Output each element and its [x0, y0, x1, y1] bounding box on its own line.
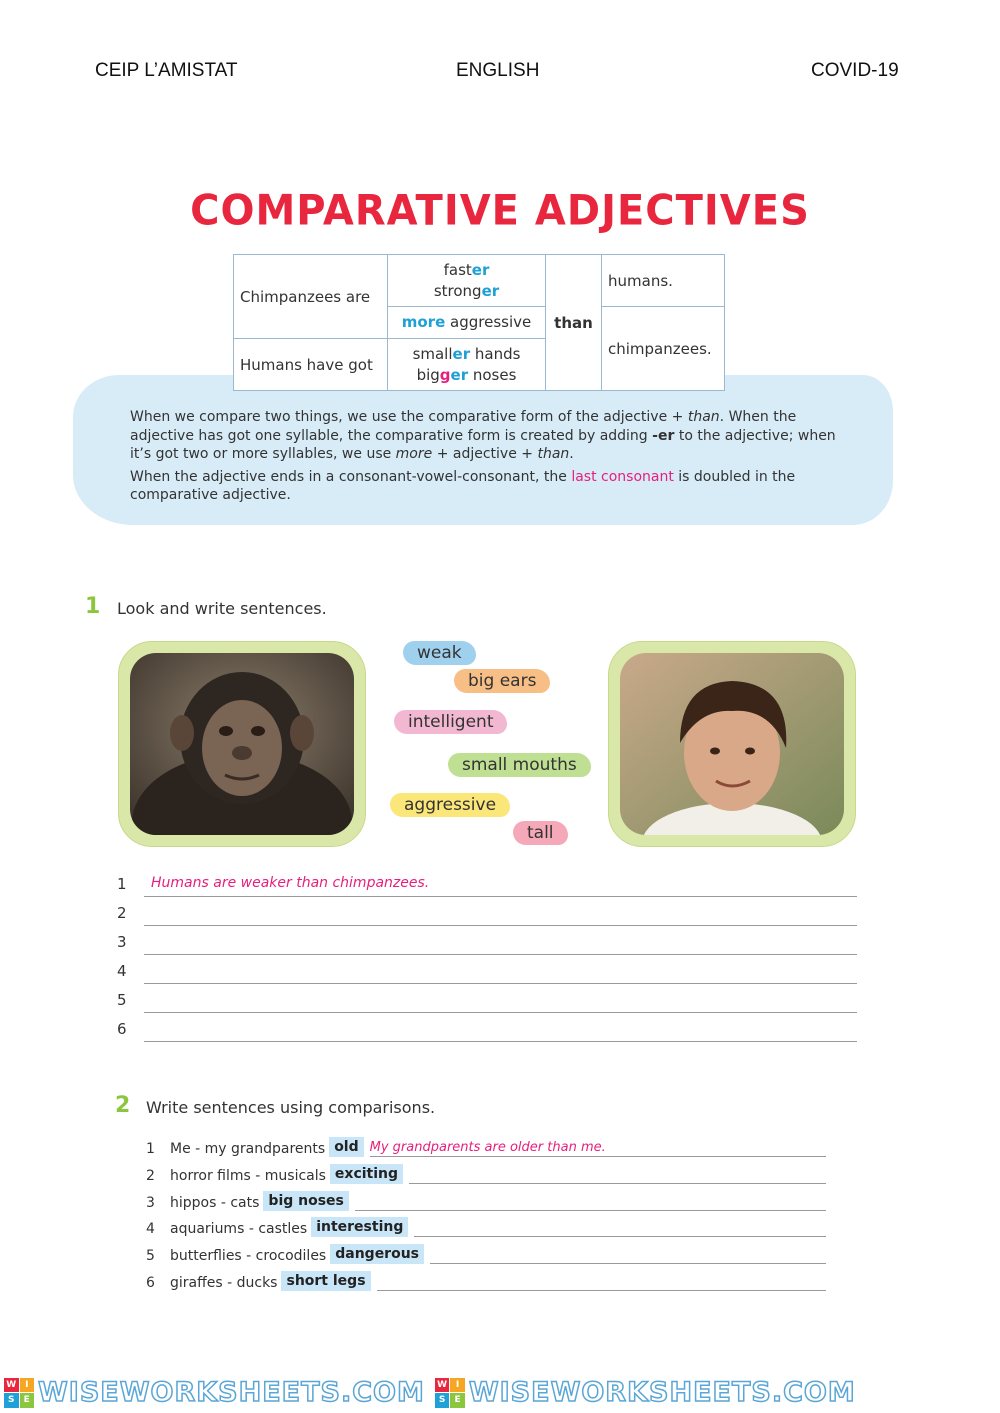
grammar-table: [233, 254, 725, 391]
table-subject-chimpanzees: Chimpanzees are: [234, 255, 388, 339]
answer-line[interactable]: [144, 992, 857, 1013]
footer-watermark: [0, 1372, 1000, 1413]
school-name: CEIP L’AMISTAT: [95, 60, 238, 81]
table-than: than: [546, 255, 602, 391]
table-cell-doubled-adjectives: smaller hands bigger noses: [388, 339, 546, 391]
grammar-note: [130, 408, 850, 509]
table-subject-humans: Humans have got: [234, 339, 388, 391]
word-weak: weak: [403, 641, 476, 665]
exercise-1-number: 1: [85, 594, 101, 619]
chimpanzee-photo: [130, 653, 354, 835]
boy-photo-frame: [608, 641, 856, 847]
adjective-tag: old: [329, 1137, 363, 1157]
table-object-chimpanzees: chimpanzees.: [602, 307, 725, 391]
answer-text: Humans are weaker than chimpanzees.: [151, 875, 430, 891]
word-tall: tall: [513, 821, 568, 845]
wise-logo-icon: W I S E: [4, 1378, 34, 1408]
exercise-2-item: 3 hippos - cats big noses: [146, 1189, 826, 1211]
watermark-text: WISEWORKSHEETS.COM: [468, 1377, 856, 1408]
word-small-mouths: small mouths: [448, 753, 591, 777]
answer-line[interactable]: [144, 963, 857, 984]
exercise-1-line: 5: [117, 991, 857, 1013]
adjective-tag: interesting: [311, 1217, 408, 1237]
word-intelligent: intelligent: [394, 710, 507, 734]
answer-line[interactable]: [409, 1165, 826, 1184]
note-paragraph-2: When the adjective ends in a consonant-vowel-consonant, the last consonant is doubled in the comparative adjective.: [130, 468, 796, 503]
adjective-tag: dangerous: [330, 1244, 424, 1264]
page-title: COMPARATIVE ADJECTIVES: [190, 186, 810, 236]
table-object-humans: humans.: [602, 255, 725, 307]
answer-line[interactable]: [370, 1138, 826, 1157]
exercise-1-line: 3: [117, 933, 857, 955]
table-cell-more-adjective: more aggressive: [388, 307, 546, 339]
note-paragraph-1: When we compare two things, we use the comparative form of the adjective + than. When the adjective has got one syllable, the comparative form is created by adding -er to the adjective; when it’s got two or more syllables, we use more + adjective + than.: [130, 409, 836, 462]
wise-logo-icon: W I S E: [435, 1378, 465, 1408]
subject-label: ENGLISH: [456, 60, 540, 81]
boy-photo: [620, 653, 844, 835]
word-big-ears: big ears: [454, 669, 550, 693]
exercise-2-item: 2 horror films - musicals exciting: [146, 1162, 826, 1184]
exercise-2-item: 5 butterflies - crocodiles dangerous: [146, 1242, 826, 1264]
adjective-tag: big noses: [263, 1191, 348, 1211]
answer-line[interactable]: [414, 1218, 826, 1237]
exercise-1-line: 6: [117, 1020, 857, 1042]
chimpanzee-photo-frame: [118, 641, 366, 847]
answer-line[interactable]: [144, 934, 857, 955]
exercise-2-item: 1 Me - my grandparents old My grandparents are older than me.: [146, 1135, 826, 1157]
answer-text: My grandparents are older than me.: [369, 1140, 606, 1155]
table-cell-er-adjectives: faster stronger: [388, 255, 546, 307]
exercise-2-item: 6 giraffes - ducks short legs: [146, 1269, 826, 1291]
exercise-2-number: 2: [115, 1093, 131, 1118]
adjective-tag: exciting: [330, 1164, 403, 1184]
exercise-1-line: 4: [117, 962, 857, 984]
exercise-2-item: 4 aquariums - castles interesting: [146, 1215, 826, 1237]
topic-label: COVID-19: [811, 60, 899, 81]
answer-line[interactable]: [377, 1272, 826, 1291]
word-aggressive: aggressive: [390, 793, 510, 817]
watermark-text: WISEWORKSHEETS.COM: [38, 1377, 425, 1408]
exercise-2-instruction: Write sentences using comparisons.: [146, 1098, 436, 1117]
exercise-1-instruction: Look and write sentences.: [117, 599, 327, 618]
answer-line[interactable]: [355, 1192, 826, 1211]
answer-line[interactable]: [430, 1245, 826, 1264]
answer-line[interactable]: [144, 905, 857, 926]
adjective-tag: short legs: [281, 1271, 370, 1291]
exercise-1-line: 1 Humans are weaker than chimpanzees.: [117, 875, 857, 897]
answer-line[interactable]: [144, 1021, 857, 1042]
exercise-1-line: 2: [117, 904, 857, 926]
